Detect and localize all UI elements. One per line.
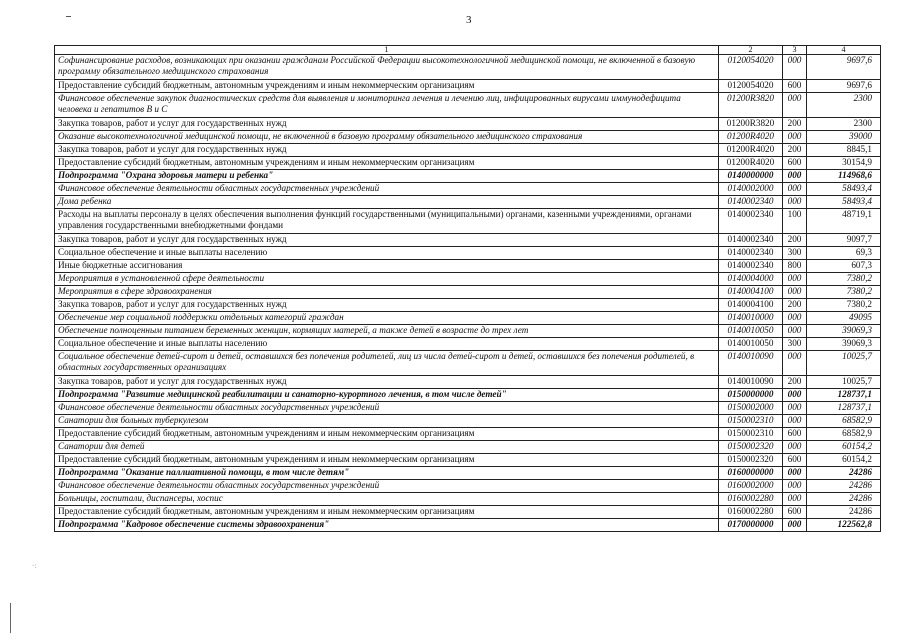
row-code-cell: 0140010050 xyxy=(719,338,783,351)
row-code-cell: 0140002000 xyxy=(719,183,783,196)
row-name-cell: Финансовое обеспечение закупок диагностических средств для выявления и мониторинга лечения и лечению лиц, инфицированных вирусами иммунодефицита человека и гепатитов В и С xyxy=(55,93,719,118)
row-amount-cell: 10025,7 xyxy=(807,376,881,389)
row-name-cell: Санатории для детей xyxy=(55,441,719,454)
row-amount-cell: 49095 xyxy=(807,312,881,325)
row-name-cell: Предоставление субсидий бюджетным, автономным учреждениям и иным некоммерческим организациям xyxy=(55,506,719,519)
table-row xyxy=(55,234,881,247)
row-kind-cell: 000 xyxy=(783,196,807,209)
row-amount-cell: 69,3 xyxy=(807,247,881,260)
row-kind-cell: 200 xyxy=(783,299,807,312)
row-amount-cell: 24286 xyxy=(807,506,881,519)
row-amount-cell: 30154,9 xyxy=(807,157,881,170)
row-name-cell: Предоставление субсидий бюджетным, автономным учреждениям и иным некоммерческим организациям xyxy=(55,80,719,93)
row-name-cell: Расходы на выплаты персоналу в целях обеспечения выполнения функций государственными (муниципальными) органами, казенными учреждениями, органами управления государственными внебюджетными фондами xyxy=(55,209,719,234)
table-row xyxy=(55,286,881,299)
scan-tick-mark xyxy=(66,16,71,17)
table-row xyxy=(55,299,881,312)
row-name-cell: Обеспечение полноценным питанием беременных женщин, кормящих матерей, а также детей в возрасте до трех лет xyxy=(55,325,719,338)
row-kind-cell: 200 xyxy=(783,144,807,157)
row-code-cell: 0150000000 xyxy=(719,389,783,402)
row-code-cell: 0160002280 xyxy=(719,506,783,519)
table-row xyxy=(55,183,881,196)
row-code-cell: 0140004100 xyxy=(719,299,783,312)
row-name-cell: Мероприятия в сфере здравоохранения xyxy=(55,286,719,299)
table-row xyxy=(55,351,881,376)
row-amount-cell: 58493,4 xyxy=(807,196,881,209)
row-code-cell: 0140002340 xyxy=(719,234,783,247)
table-row xyxy=(55,519,881,532)
row-kind-cell: 100 xyxy=(783,209,807,234)
row-kind-cell: 000 xyxy=(783,402,807,415)
row-name-cell: Социальное обеспечение детей-сирот и детей, оставшихся без попечения родителей, лиц из числа детей-сирот и детей, оставшихся без попечения родителей, в областных государственных организациях xyxy=(55,351,719,376)
row-amount-cell: 24286 xyxy=(807,493,881,506)
row-code-cell: 0150002000 xyxy=(719,402,783,415)
row-kind-cell: 300 xyxy=(783,247,807,260)
row-kind-cell: 000 xyxy=(783,131,807,144)
row-kind-cell: 200 xyxy=(783,118,807,131)
table-row xyxy=(55,55,881,80)
table-row xyxy=(55,480,881,493)
row-name-cell: Подпрограмма "Кадровое обеспечение системы здравоохранения" xyxy=(55,519,719,532)
row-name-cell: Социальное обеспечение и иные выплаты населению xyxy=(55,247,719,260)
table-row xyxy=(55,376,881,389)
row-kind-cell: 000 xyxy=(783,351,807,376)
row-kind-cell: 000 xyxy=(783,415,807,428)
row-code-cell: 01200R4020 xyxy=(719,144,783,157)
table-row xyxy=(55,402,881,415)
table-row xyxy=(55,389,881,402)
row-name-cell: Закупка товаров, работ и услуг для государственных нужд xyxy=(55,234,719,247)
row-kind-cell: 000 xyxy=(783,493,807,506)
column-header-kind: 3 xyxy=(783,46,807,55)
row-name-cell: Социальное обеспечение и иные выплаты населению xyxy=(55,338,719,351)
row-amount-cell: 128737,1 xyxy=(807,389,881,402)
row-amount-cell: 24286 xyxy=(807,467,881,480)
row-amount-cell: 114968,6 xyxy=(807,170,881,183)
row-amount-cell: 39069,3 xyxy=(807,338,881,351)
row-code-cell: 0140002340 xyxy=(719,196,783,209)
table-header-row xyxy=(55,46,881,55)
row-code-cell: 0140010090 xyxy=(719,376,783,389)
scan-dots: ·: xyxy=(32,562,37,570)
row-name-cell: Больницы, госпитали, диспансеры, хоспис xyxy=(55,493,719,506)
row-kind-cell: 600 xyxy=(783,80,807,93)
row-amount-cell: 607,3 xyxy=(807,260,881,273)
table-row xyxy=(55,93,881,118)
row-kind-cell: 600 xyxy=(783,454,807,467)
row-amount-cell: 2300 xyxy=(807,118,881,131)
row-name-cell: Дома ребенка xyxy=(55,196,719,209)
row-name-cell: Предоставление субсидий бюджетным, автономным учреждениям и иным некоммерческим организациям xyxy=(55,157,719,170)
row-amount-cell: 58493,4 xyxy=(807,183,881,196)
row-name-cell: Закупка товаров, работ и услуг для государственных нужд xyxy=(55,144,719,157)
row-amount-cell: 68582,9 xyxy=(807,415,881,428)
row-kind-cell: 000 xyxy=(783,55,807,80)
row-code-cell: 0140000000 xyxy=(719,170,783,183)
row-name-cell: Финансовое обеспечение деятельности областных государственных учреждений xyxy=(55,183,719,196)
row-code-cell: 0150002310 xyxy=(719,415,783,428)
table-row xyxy=(55,467,881,480)
column-header-amount: 4 xyxy=(807,46,881,55)
row-kind-cell: 600 xyxy=(783,428,807,441)
row-amount-cell: 60154,2 xyxy=(807,441,881,454)
row-code-cell: 0140004000 xyxy=(719,273,783,286)
row-kind-cell: 800 xyxy=(783,260,807,273)
table-row xyxy=(55,247,881,260)
page-number: 3 xyxy=(466,14,472,26)
table-row xyxy=(55,454,881,467)
row-name-cell: Оказание высокотехнологичной медицинской помощи, не включенной в базовую программу обязательного медицинского страхования xyxy=(55,131,719,144)
table-row xyxy=(55,415,881,428)
row-code-cell: 0140002340 xyxy=(719,209,783,234)
row-amount-cell: 2300 xyxy=(807,93,881,118)
row-name-cell: Предоставление субсидий бюджетным, автономным учреждениям и иным некоммерческим организациям xyxy=(55,454,719,467)
row-amount-cell: 39069,3 xyxy=(807,325,881,338)
table-row xyxy=(55,312,881,325)
row-amount-cell: 128737,1 xyxy=(807,402,881,415)
row-amount-cell: 48719,1 xyxy=(807,209,881,234)
budget-table xyxy=(54,45,881,532)
row-code-cell: 01200R4020 xyxy=(719,131,783,144)
row-code-cell: 0160002000 xyxy=(719,480,783,493)
row-kind-cell: 000 xyxy=(783,170,807,183)
row-code-cell: 0140010050 xyxy=(719,325,783,338)
table-row xyxy=(55,144,881,157)
row-name-cell: Мероприятия в установленной сфере деятельности xyxy=(55,273,719,286)
table-row xyxy=(55,80,881,93)
table-row xyxy=(55,441,881,454)
row-kind-cell: 200 xyxy=(783,234,807,247)
budget-table-body xyxy=(55,46,881,532)
row-name-cell: Подпрограмма "Развитие медицинской реабилитации и санаторно-курортного лечения, в том числе детей" xyxy=(55,389,719,402)
row-kind-cell: 000 xyxy=(783,325,807,338)
table-row xyxy=(55,273,881,286)
row-amount-cell: 68582,9 xyxy=(807,428,881,441)
row-kind-cell: 000 xyxy=(783,93,807,118)
row-name-cell: Закупка товаров, работ и услуг для государственных нужд xyxy=(55,299,719,312)
row-amount-cell: 7380,2 xyxy=(807,286,881,299)
row-amount-cell: 7380,2 xyxy=(807,299,881,312)
row-code-cell: 01200R4020 xyxy=(719,157,783,170)
row-name-cell: Подпрограмма "Охрана здоровья матери и ребенка" xyxy=(55,170,719,183)
table-row xyxy=(55,493,881,506)
row-kind-cell: 600 xyxy=(783,157,807,170)
row-amount-cell: 24286 xyxy=(807,480,881,493)
table-row xyxy=(55,506,881,519)
row-name-cell: Финансовое обеспечение деятельности областных государственных учреждений xyxy=(55,480,719,493)
table-row xyxy=(55,325,881,338)
row-name-cell: Закупка товаров, работ и услуг для государственных нужд xyxy=(55,118,719,131)
row-code-cell: 0140010000 xyxy=(719,312,783,325)
table-row xyxy=(55,428,881,441)
row-name-cell: Обеспечение мер социальной поддержки отдельных категорий граждан xyxy=(55,312,719,325)
row-code-cell: 0150002320 xyxy=(719,441,783,454)
table-row xyxy=(55,118,881,131)
table-row xyxy=(55,170,881,183)
row-amount-cell: 60154,2 xyxy=(807,454,881,467)
row-code-cell: 0140002340 xyxy=(719,260,783,273)
row-code-cell: 0150002310 xyxy=(719,428,783,441)
row-kind-cell: 000 xyxy=(783,273,807,286)
row-amount-cell: 9097,7 xyxy=(807,234,881,247)
table-row xyxy=(55,338,881,351)
row-code-cell: 01200R3820 xyxy=(719,118,783,131)
row-code-cell: 0140004100 xyxy=(719,286,783,299)
row-kind-cell: 000 xyxy=(783,312,807,325)
row-amount-cell: 122562,8 xyxy=(807,519,881,532)
column-header-code: 2 xyxy=(719,46,783,55)
row-kind-cell: 300 xyxy=(783,338,807,351)
row-kind-cell: 000 xyxy=(783,286,807,299)
row-kind-cell: 000 xyxy=(783,467,807,480)
row-kind-cell: 000 xyxy=(783,519,807,532)
row-name-cell: Подпрограмма "Оказание паллиативной помощи, в том числе детям" xyxy=(55,467,719,480)
table-row xyxy=(55,196,881,209)
table-row xyxy=(55,209,881,234)
row-kind-cell: 000 xyxy=(783,183,807,196)
row-kind-cell: 600 xyxy=(783,506,807,519)
row-kind-cell: 000 xyxy=(783,389,807,402)
row-code-cell: 0140010090 xyxy=(719,351,783,376)
row-code-cell: 0150002320 xyxy=(719,454,783,467)
row-name-cell: Софинансирование расходов, возникающих при оказании гражданам Российской Федерации высокотехнологичной медицинской помощи, не включенной в базовую программу обязательного медицинского страхования xyxy=(55,55,719,80)
row-code-cell: 0160000000 xyxy=(719,467,783,480)
row-kind-cell: 000 xyxy=(783,480,807,493)
row-name-cell: Финансовое обеспечение деятельности областных государственных учреждений xyxy=(55,402,719,415)
row-name-cell: Санатории для больных туберкулезом xyxy=(55,415,719,428)
table-row xyxy=(55,157,881,170)
row-name-cell: Иные бюджетные ассигнования xyxy=(55,260,719,273)
row-amount-cell: 9697,6 xyxy=(807,55,881,80)
scan-bracket-mark xyxy=(10,603,11,633)
row-amount-cell: 39000 xyxy=(807,131,881,144)
table-row xyxy=(55,131,881,144)
row-code-cell: 01200R3820 xyxy=(719,93,783,118)
row-code-cell: 0170000000 xyxy=(719,519,783,532)
row-kind-cell: 000 xyxy=(783,441,807,454)
table-row xyxy=(55,260,881,273)
row-code-cell: 0160002280 xyxy=(719,493,783,506)
row-amount-cell: 7380,2 xyxy=(807,273,881,286)
row-kind-cell: 200 xyxy=(783,376,807,389)
row-code-cell: 0120054020 xyxy=(719,55,783,80)
row-amount-cell: 9697,6 xyxy=(807,80,881,93)
row-name-cell: Закупка товаров, работ и услуг для государственных нужд xyxy=(55,376,719,389)
row-name-cell: Предоставление субсидий бюджетным, автономным учреждениям и иным некоммерческим организациям xyxy=(55,428,719,441)
column-header-name: 1 xyxy=(55,46,719,55)
row-amount-cell: 8845,1 xyxy=(807,144,881,157)
row-amount-cell: 10025,7 xyxy=(807,351,881,376)
row-code-cell: 0140002340 xyxy=(719,247,783,260)
row-code-cell: 0120054020 xyxy=(719,80,783,93)
